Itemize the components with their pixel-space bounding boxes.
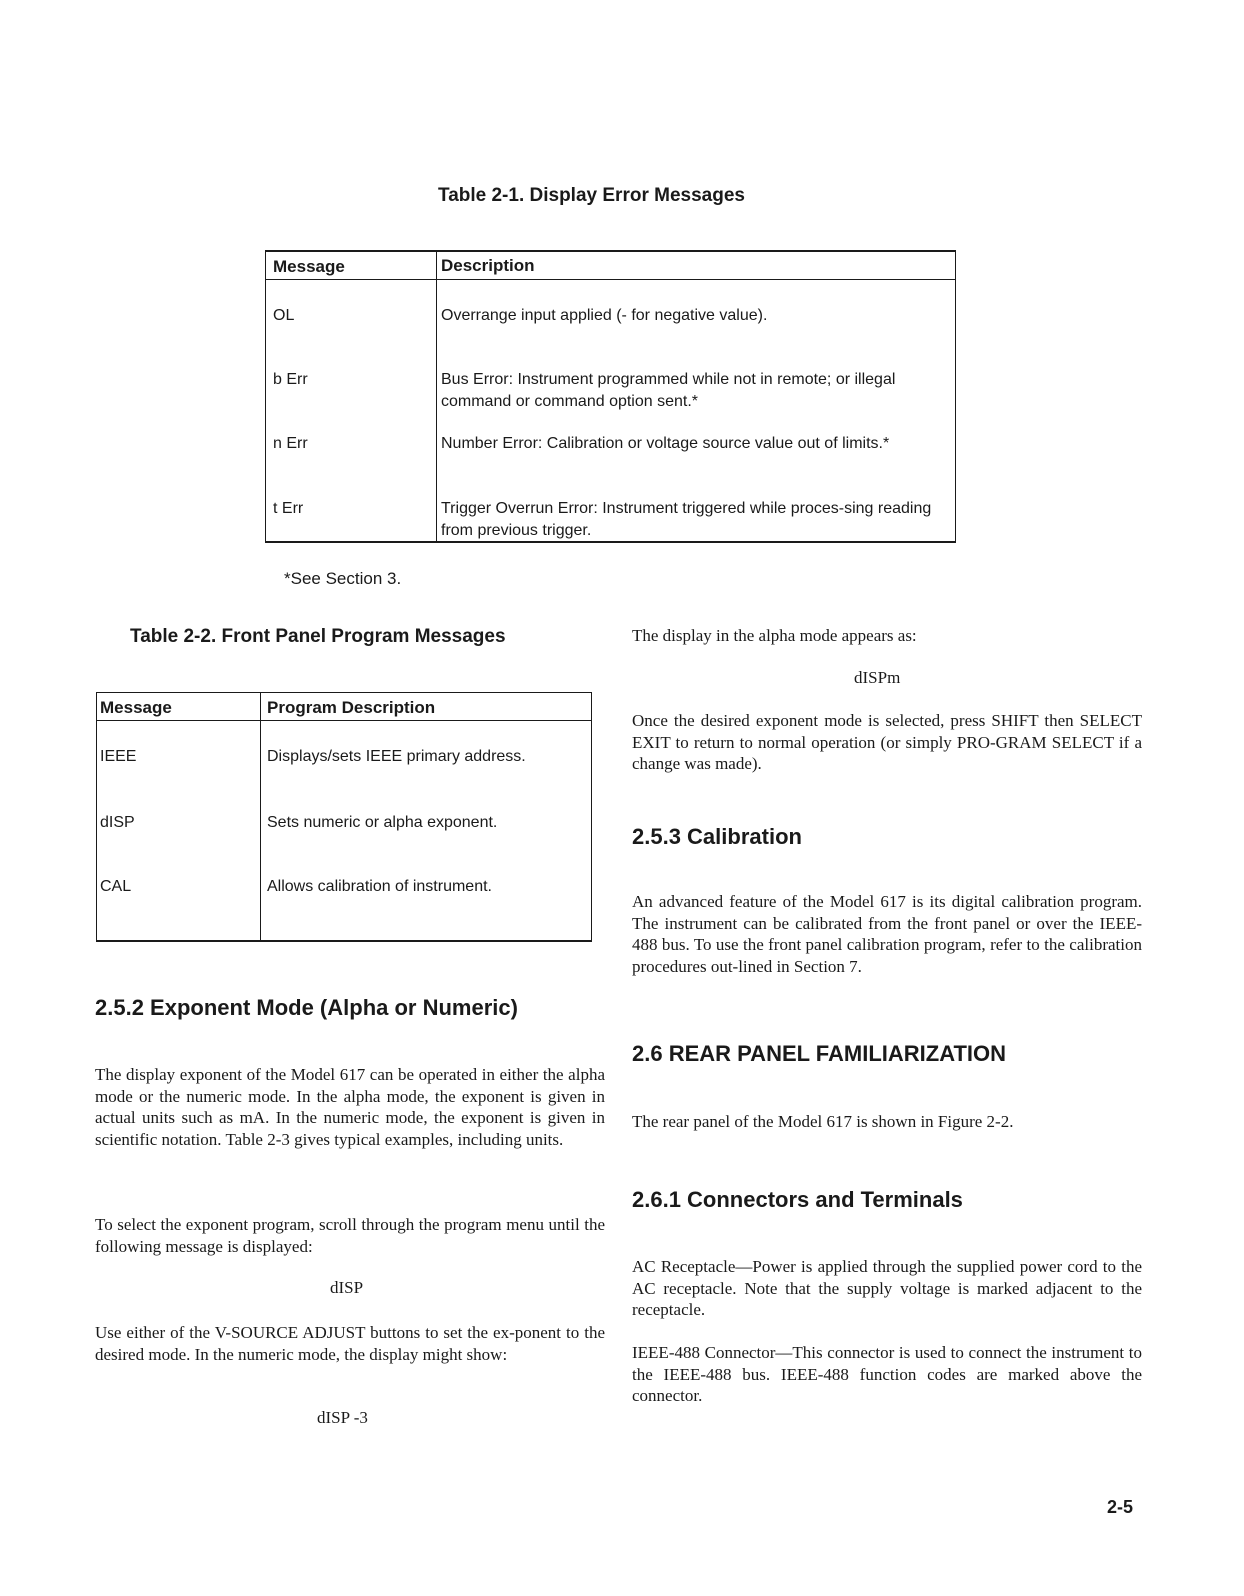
page-number: 2-5: [1107, 1497, 1134, 1517]
table2-row-message: CAL: [100, 878, 132, 895]
paragraph-vsource-adjust: Use either of the V-SOURCE ADJUST buttons to set the ex-ponent to the desired mode. In the numeric mode, the display might show:: [95, 1323, 605, 1364]
table1-row-description: Trigger Overrun Error: Instrument triggered while proces-sing reading from previous trigger.: [441, 500, 932, 539]
table1-caption: Table 2-1. Display Error Messages: [438, 185, 745, 206]
paragraph-alpha-mode: The display in the alpha mode appears as:: [632, 626, 917, 645]
table1-col-description: Description: [441, 256, 535, 275]
table1-footnote: *See Section 3.: [284, 569, 402, 588]
section-heading-rear-panel: 2.6 REAR PANEL FAMILIARIZATION: [632, 1041, 1007, 1066]
table2-caption: Table 2-2. Front Panel Program Messages: [130, 626, 506, 647]
display-readout-disp-numeric: dISP -3: [317, 1408, 368, 1427]
table2-row-message: dISP: [100, 814, 135, 831]
paragraph-exponent-intro: The display exponent of the Model 617 can be operated in either the alpha mode or the numeric mode. In the alpha mode, the exponent is given in actual units such as mA. In the numeric mode, the exponent is given in scientific notation. Table 2-3 gives typical examples, including units.: [95, 1065, 605, 1149]
table2-col-description: Program Description: [267, 698, 436, 717]
display-readout-disp: dISP: [330, 1278, 364, 1297]
table1-col-message: Message: [273, 257, 345, 276]
table1-row-description: Bus Error: Instrument programmed while not in remote; or illegal command or command option sent.*: [441, 371, 896, 410]
table1-row-message: OL: [273, 307, 295, 324]
table2: [96, 692, 592, 942]
paragraph-select-exit: Once the desired exponent mode is selected, press SHIFT then SELECT EXIT to return to normal operation (or simply PRO-GRAM SELECT if a change was made).: [632, 711, 1142, 773]
table1-row-description: Overrange input applied (- for negative value).: [441, 307, 768, 324]
display-readout-dispm: dISPm: [854, 668, 901, 687]
paragraph-calibration: An advanced feature of the Model 617 is its digital calibration program. The instrument can be calibrated from the front panel or over the IEEE-488 bus. To use the front panel calibration program, refer to the calibration procedures out-lined in Section 7.: [632, 892, 1142, 976]
paragraph-ac-receptacle: AC Receptacle—Power is applied through the supplied power cord to the AC receptacle. Note that the supply voltage is marked adjacent to the receptacle.: [632, 1257, 1142, 1319]
paragraph-rear-panel: The rear panel of the Model 617 is shown in Figure 2-2.: [632, 1112, 1014, 1131]
section-heading-exponent-mode: 2.5.2 Exponent Mode (Alpha or Numeric): [95, 995, 518, 1020]
table1-row-message: t Err: [273, 500, 304, 517]
table2-row-description: Allows calibration of instrument.: [267, 878, 492, 895]
table1-row-message: n Err: [273, 435, 308, 452]
table1: [265, 250, 956, 542]
section-heading-calibration: 2.5.3 Calibration: [632, 824, 802, 849]
table1-row-message: b Err: [273, 371, 308, 388]
table2-row-description: Displays/sets IEEE primary address.: [267, 748, 526, 765]
table2-row-description: Sets numeric or alpha exponent.: [267, 814, 498, 831]
paragraph-ieee-connector: IEEE-488 Connector—This connector is used to connect the instrument to the IEEE-488 bus. IEEE-488 function codes are marked above the connector.: [632, 1343, 1142, 1405]
section-heading-connectors: 2.6.1 Connectors and Terminals: [632, 1187, 963, 1212]
table2-col-message: Message: [100, 698, 172, 717]
paragraph-select-exponent: To select the exponent program, scroll through the program menu until the following message is displayed:: [95, 1215, 605, 1256]
table2-row-message: IEEE: [100, 748, 137, 765]
table1-row-description: Number Error: Calibration or voltage source value out of limits.*: [441, 435, 890, 452]
